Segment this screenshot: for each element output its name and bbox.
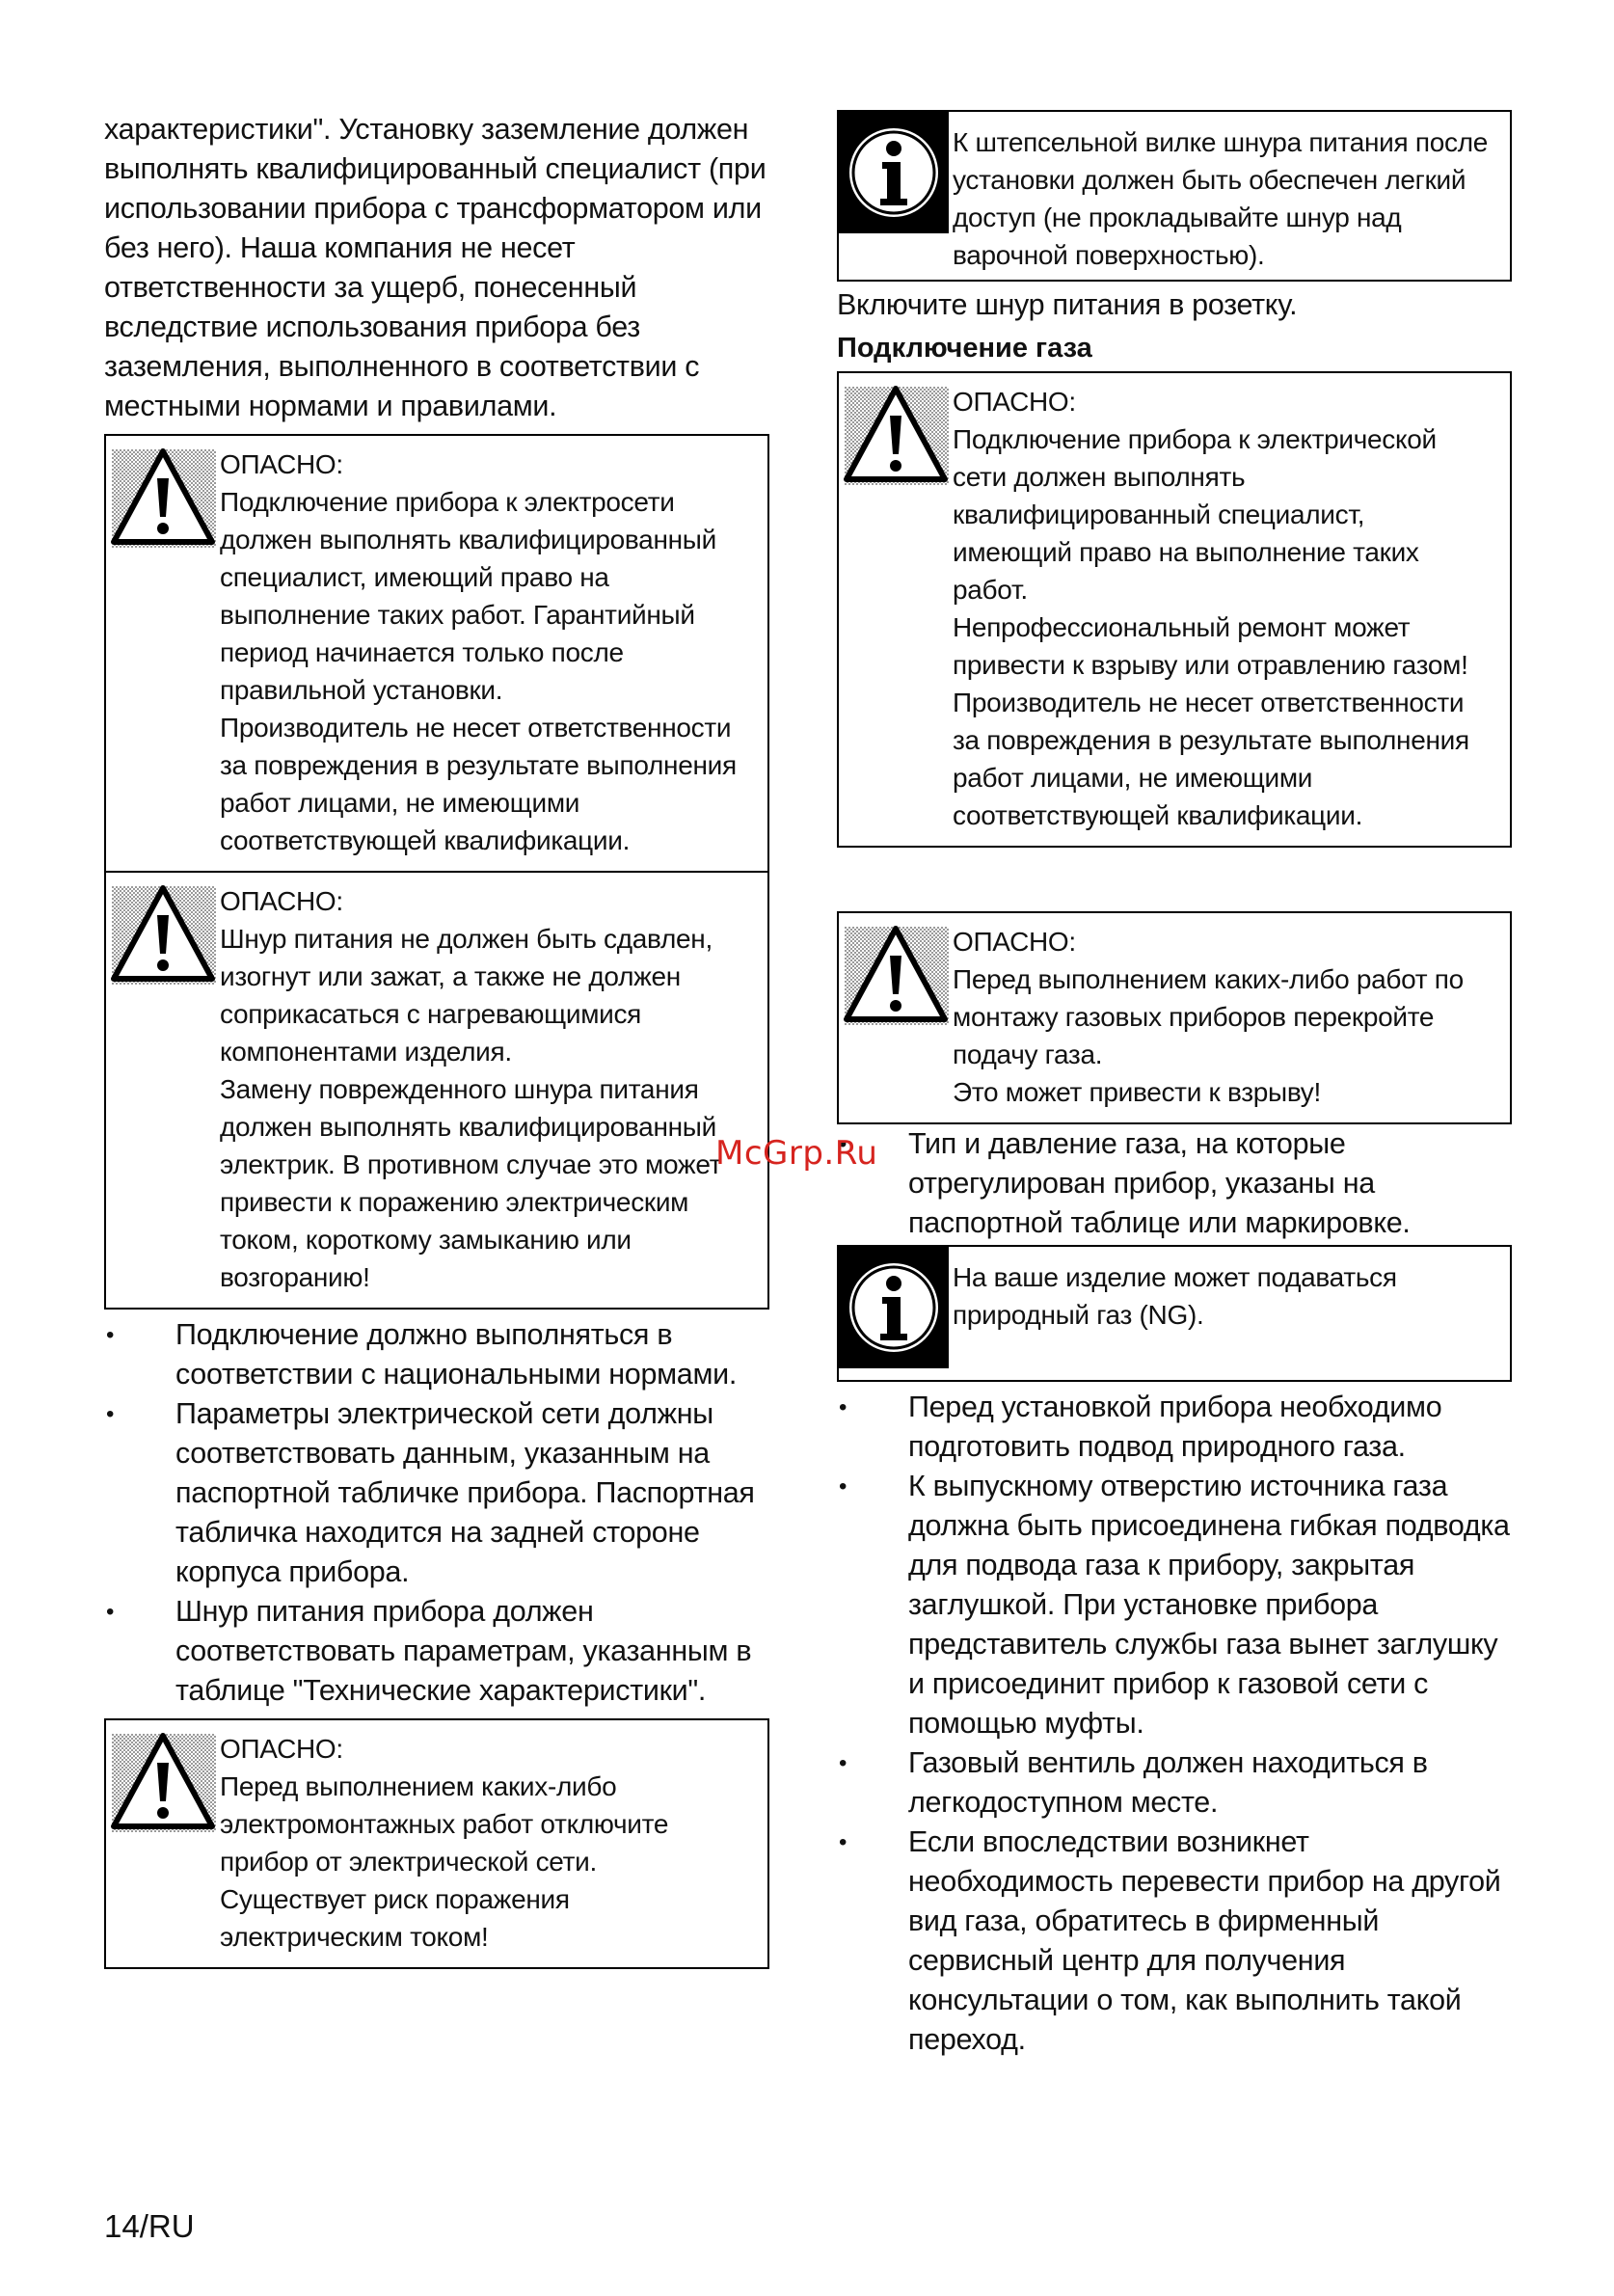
warning-line: работ лицами, не имеющими: [220, 788, 580, 818]
info-line: варочной поверхностью).: [953, 240, 1265, 270]
warning-line: Перед выполнением каких-либо работ по: [953, 964, 1464, 994]
warning-title: ОПАСНО:: [953, 927, 1076, 957]
warning-title: ОПАСНО:: [220, 886, 343, 916]
warning-box-gas-shutoff: [837, 911, 1512, 1124]
warning-box-electrical-connection: [104, 434, 769, 873]
warning-line: Замену поврежденного шнура питания: [220, 1074, 699, 1104]
warning-line: Подключение прибора к электрической: [953, 424, 1437, 454]
watermark: McGrp.Ru: [715, 1134, 878, 1173]
warning-line: соответствующей квалификации.: [953, 800, 1363, 830]
warning-line: специалист, имеющий право на: [220, 562, 609, 592]
text-line: использовании прибора с трансформатором или: [104, 192, 762, 225]
warning-line: Шнур питания не должен быть сдавлен,: [220, 924, 713, 954]
warning-line: изогнут или зажат, а также не должен: [220, 961, 681, 991]
info-line: установки должен быть обеспечен легкий: [953, 165, 1466, 195]
list-item: • Газовый вентиль должен находиться в легкодоступном месте.: [837, 1743, 1512, 1823]
warning-line: привести к поражению электрическим: [220, 1187, 689, 1217]
warning-triangle-icon: [108, 446, 216, 548]
info-line: природный газ (NG).: [953, 1300, 1204, 1330]
warning-line: Непрофессиональный ремонт может: [953, 612, 1411, 642]
page-number: 14/RU: [104, 2208, 195, 2244]
warning-line: электрик. В противном случае это может: [220, 1149, 722, 1179]
text-line: без него). Наша компания не несет: [104, 231, 576, 264]
info-box-natural-gas: [837, 1245, 1512, 1382]
warning-line: возгоранию!: [220, 1262, 370, 1292]
warning-line: имеющий право на выполнение таких: [953, 537, 1419, 567]
gas-connection-heading: Подключение газа: [837, 333, 1092, 364]
warning-line: Это может привести к взрыву!: [953, 1077, 1321, 1107]
warning-line: должен выполнять квалифицированный: [220, 525, 716, 554]
left-column: [104, 110, 769, 1969]
list-item: • Перед установкой прибора необходимо подготовить подвод природного газа.: [837, 1388, 1512, 1467]
warning-triangle-icon: [108, 1730, 216, 1832]
intro-paragraph: [104, 110, 769, 426]
warning-line: квалифицированный специалист,: [953, 500, 1365, 529]
warning-line: работ лицами, не имеющими: [953, 763, 1313, 793]
warning-box-disconnect-power: [104, 1718, 769, 1969]
warning-line: выполнение таких работ. Гарантийный: [220, 600, 695, 630]
list-item: • Если впоследствии возникнет необходимость перевести прибор на другой вид газа, обратитесь в фирменный сервисный центр для получения консультации о том, как выполнить такой переход.: [837, 1823, 1512, 2060]
warning-triangle-icon: [108, 882, 216, 985]
warning-line: Производитель не несет ответственности: [220, 713, 732, 743]
warning-line: электромонтажных работ отключите: [220, 1809, 669, 1839]
electrical-bullet-list: [104, 1315, 769, 1711]
info-icon: [839, 1247, 949, 1368]
list-item: • К выпускному отверстию источника газа должна быть присоединена гибкая подводка для подвода газа к прибору, закрытая заглушкой. При установке прибора представитель службы газа вынет заглушку и присоединит прибор к газовой сети с помощью муфты.: [837, 1467, 1512, 1743]
info-box-plug-access: [837, 110, 1512, 282]
warning-line: током, короткому замыканию или: [220, 1225, 632, 1255]
text-line: выполнять квалифицированный специалист (при: [104, 152, 767, 185]
warning-line: период начинается только после: [220, 637, 624, 667]
warning-line: Производитель не несет ответственности: [953, 688, 1465, 717]
info-line: На ваше изделие может подаваться: [953, 1262, 1397, 1292]
text-line: местными нормами и правилами.: [104, 390, 557, 422]
warning-line: правильной установки.: [220, 675, 503, 705]
warning-title: ОПАСНО:: [220, 449, 343, 479]
warning-line: Перед выполнением каких-либо: [220, 1771, 617, 1801]
warning-line: за повреждения в результате выполнения: [953, 725, 1469, 755]
warning-box-power-cord: [104, 873, 769, 1310]
gas-type-bullet-list: [837, 1124, 1512, 1243]
warning-line: подачу газа.: [953, 1040, 1103, 1069]
warning-line: работ.: [953, 575, 1028, 605]
warning-title: ОПАСНО:: [220, 1734, 343, 1764]
warning-line: компонентами изделия.: [220, 1037, 512, 1067]
info-line: доступ (не прокладывайте шнур над: [953, 203, 1402, 232]
warning-line: Подключение прибора к электросети: [220, 487, 675, 517]
text-line: вследствие использования прибора без: [104, 311, 640, 343]
warning-line: за повреждения в результате выполнения: [220, 750, 737, 780]
info-icon: [839, 112, 949, 233]
gas-bullet-list: [837, 1388, 1512, 2060]
warning-line: монтажу газовых приборов перекройте: [953, 1002, 1435, 1032]
text-line: заземления, выполненного в соответствии с: [104, 350, 700, 383]
warning-line: привести к взрыву или отравлению газом!: [953, 650, 1468, 680]
text-line: характеристики". Установку заземление должен: [104, 113, 749, 146]
list-item: • Шнур питания прибора должен соответствовать параметрам, указанным в таблице "Технические характеристики".: [104, 1592, 769, 1711]
warning-line: электрическим током!: [220, 1922, 489, 1952]
warning-line: соответствующей квалификации.: [220, 825, 631, 855]
info-line: К штепсельной вилке шнура питания после: [953, 127, 1488, 157]
warning-line: соприкасаться с нагревающимися: [220, 999, 642, 1029]
warning-line: сети должен выполнять: [953, 462, 1246, 492]
list-item: • Параметры электрической сети должны соответствовать данным, указанным на паспортной табличке прибора. Паспортная табличка находится на задней стороне корпуса прибора.: [104, 1394, 769, 1592]
text-line: ответственности за ущерб, понесенный: [104, 271, 637, 304]
list-item: • Подключение должно выполняться в соответствии с национальными нормами.: [104, 1315, 769, 1394]
right-column: [837, 110, 1512, 2060]
warning-line: прибор от электрической сети.: [220, 1847, 597, 1877]
warning-box-gas-qualified: [837, 371, 1512, 848]
list-item: • Тип и давление газа, на которые отрегулирован прибор, указаны на паспортной таблице или маркировке.: [837, 1124, 1512, 1243]
warning-triangle-icon: [841, 923, 949, 1025]
warning-title: ОПАСНО:: [953, 387, 1076, 417]
warning-line: Существует риск поражения: [220, 1884, 570, 1914]
plug-instruction: Включите шнур питания в розетку.: [837, 288, 1298, 321]
warning-triangle-icon: [841, 383, 949, 485]
warning-line: должен выполнять квалифицированный: [220, 1112, 716, 1142]
